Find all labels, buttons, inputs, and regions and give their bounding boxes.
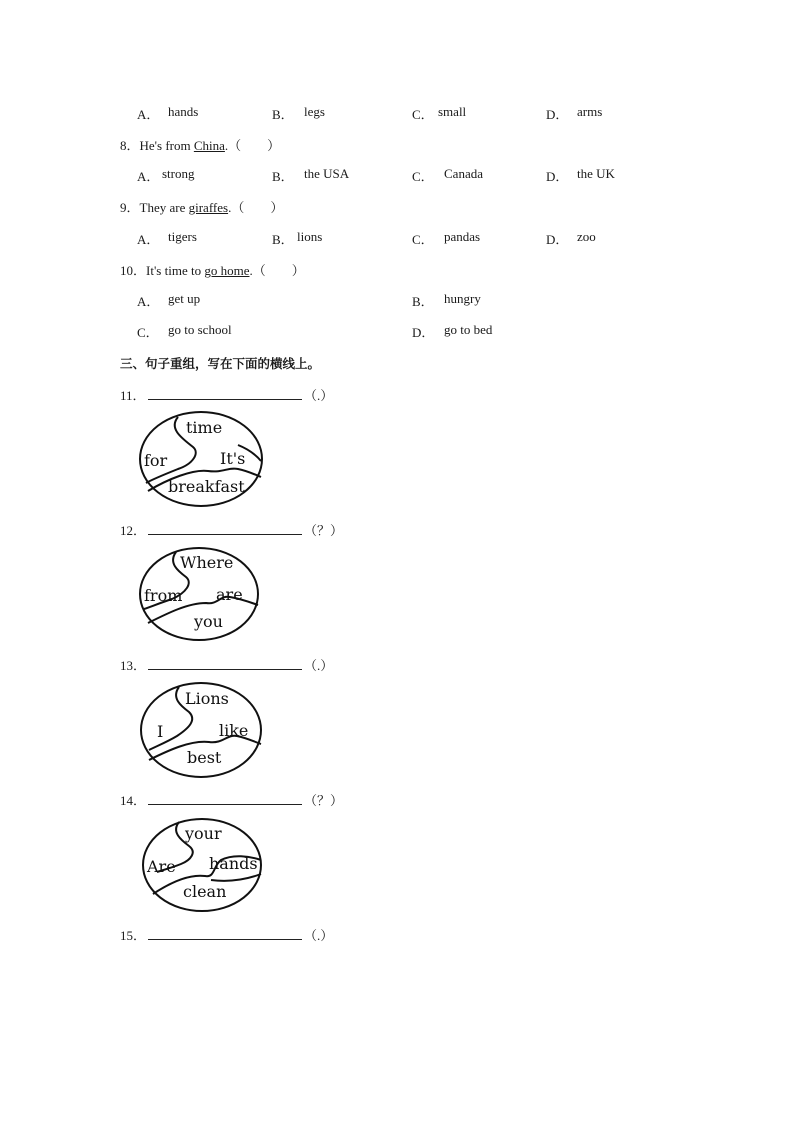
q14-word-3: hands — [209, 854, 258, 873]
q7-option-c: small — [438, 104, 467, 119]
q9-paren: .（ ） — [228, 200, 284, 215]
q13-word-1: Lions — [185, 689, 229, 708]
q9-underlined: giraffes — [188, 200, 229, 215]
q9-option-b-letter: B． — [272, 232, 294, 247]
q8-stem: He's from — [139, 138, 194, 153]
q15-punctuation: （.） — [304, 928, 334, 943]
q9-stem: They are — [139, 200, 189, 215]
question-9 — [120, 197, 283, 216]
q11-word-2: for — [144, 451, 168, 470]
q12-word-2: from — [144, 586, 183, 605]
q7-option-b: legs — [304, 104, 325, 119]
q15-number: 15． — [120, 928, 147, 943]
q10-option-c: go to school — [168, 322, 232, 337]
q10-option-c-letter: C． — [137, 325, 159, 340]
question-8 — [120, 135, 280, 154]
q10-option-b: hungry — [444, 291, 481, 306]
q12-word-oval — [138, 545, 260, 647]
q11-word-3: It's — [220, 449, 246, 468]
q14-word-2: Are — [147, 857, 176, 876]
q14-word-1: your — [185, 824, 222, 843]
section-3-heading: 三、句子重组，写在下面的横线上。 — [120, 356, 321, 371]
q9-option-d: zoo — [577, 229, 596, 244]
q14-word-oval — [141, 816, 263, 918]
q7-option-d: arms — [577, 104, 603, 119]
q9-option-c: pandas — [444, 229, 481, 244]
q8-option-c-letter: C． — [412, 169, 434, 184]
q14-word-4: clean — [183, 882, 227, 901]
q10-paren: .（ ） — [249, 263, 305, 278]
q8-option-d-letter: D． — [546, 169, 569, 184]
q8-option-c: Canada — [444, 166, 483, 181]
q10-underlined: go home — [204, 263, 250, 278]
q8-number: 8． — [120, 138, 140, 153]
q8-option-b: the USA — [304, 166, 350, 181]
q13-word-2: I — [157, 722, 164, 741]
q10-stem: It's time to — [146, 263, 205, 278]
q11-answer-line[interactable] — [148, 399, 302, 400]
q9-option-d-letter: D． — [546, 232, 569, 247]
q9-number: 9． — [120, 200, 140, 215]
q13-number: 13． — [120, 658, 147, 673]
q12-word-1: Where — [180, 553, 234, 572]
q12-number: 12． — [120, 523, 147, 538]
q12-answer-line[interactable] — [148, 534, 302, 535]
q14-answer-line[interactable] — [148, 804, 302, 805]
q13-word-4: best — [187, 748, 222, 767]
q11-word-4: breakfast — [168, 477, 245, 496]
q8-option-d: the UK — [577, 166, 615, 181]
question-10 — [120, 260, 305, 279]
q11-word-1: time — [186, 418, 223, 437]
q9-option-a: tigers — [168, 229, 197, 244]
q10-option-a: get up — [168, 291, 201, 306]
q9-option-b: lions — [297, 229, 323, 244]
q13-word-oval — [139, 680, 263, 784]
q8-option-a-letter: A． — [137, 169, 160, 184]
q7-option-a: hands — [168, 104, 199, 119]
q12-punctuation: （？） — [304, 523, 344, 538]
q8-option-a: strong — [162, 166, 195, 181]
q14-punctuation: （？） — [304, 793, 344, 808]
q9-option-a-letter: A． — [137, 232, 160, 247]
q10-option-d: go to bed — [444, 322, 493, 337]
q9-option-c-letter: C． — [412, 232, 434, 247]
q10-number: 10． — [120, 263, 147, 278]
q8-option-b-letter: B． — [272, 169, 294, 184]
q10-option-d-letter: D． — [412, 325, 435, 340]
q13-punctuation: （.） — [304, 658, 334, 673]
q11-number: 11． — [120, 388, 146, 403]
q12-word-3: are — [216, 585, 243, 604]
q10-option-b-letter: B． — [412, 294, 434, 309]
q15-answer-line[interactable] — [148, 939, 302, 940]
q11-punctuation: （.） — [304, 388, 334, 403]
q7-option-a-letter: A． — [137, 107, 160, 122]
q8-underlined: China — [193, 138, 225, 153]
q8-paren: .（ ） — [224, 138, 281, 153]
q13-word-3: like — [219, 721, 249, 740]
q10-option-a-letter: A． — [137, 294, 160, 309]
q7-option-d-letter: D． — [546, 107, 569, 122]
q11-word-oval — [138, 409, 264, 513]
q13-answer-line[interactable] — [148, 669, 302, 670]
q12-word-4: you — [194, 612, 223, 631]
q14-number: 14． — [120, 793, 147, 808]
q7-option-c-letter: C． — [412, 107, 434, 122]
q7-option-b-letter: B． — [272, 107, 294, 122]
